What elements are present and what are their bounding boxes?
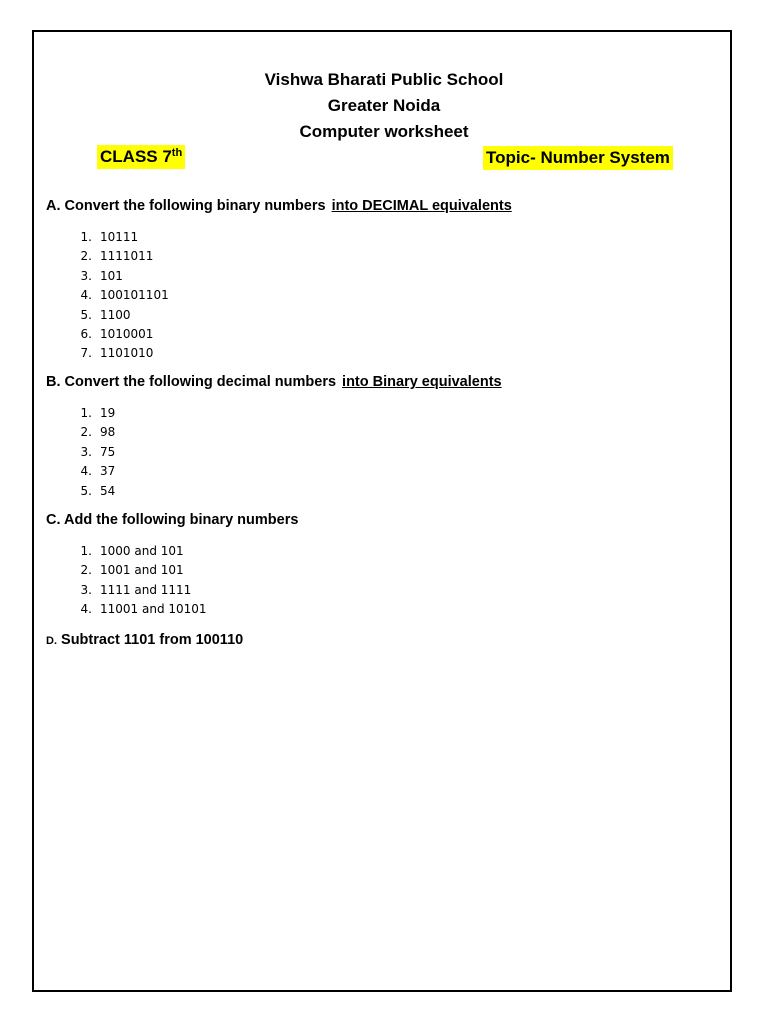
page-border	[32, 30, 732, 992]
topic-label: Topic- Number System	[483, 146, 673, 170]
item-value: 1101010	[100, 346, 154, 361]
worksheet-title: Computer worksheet	[299, 122, 469, 141]
list-item	[50, 286, 169, 305]
list-item	[50, 344, 169, 363]
item-number: 1.	[80, 230, 92, 244]
section-a-list	[50, 228, 169, 364]
list-item	[50, 581, 207, 600]
item-value: 100101101	[100, 288, 169, 303]
section-b-prefix: B. Convert the following decimal numbers	[46, 374, 337, 390]
list-item	[50, 600, 207, 619]
list-item	[50, 542, 207, 561]
item-value: 1111 and 1111	[100, 582, 192, 597]
section-d-text: Subtract 1101 from 100110	[61, 632, 244, 648]
list-item	[50, 325, 169, 344]
section-c-heading	[46, 512, 298, 528]
item-number: 6.	[80, 326, 92, 341]
item-number: 4.	[80, 464, 92, 479]
city-name: Greater Noida	[327, 96, 441, 115]
section-b-underlined: into Binary equivalents	[342, 374, 502, 390]
section-b-heading	[46, 374, 502, 390]
item-value: 1111011	[100, 249, 154, 264]
item-value: 75	[100, 444, 116, 459]
item-value: 98	[100, 425, 116, 440]
list-item	[50, 462, 115, 481]
section-d-letter: D.	[46, 635, 57, 647]
item-number: 2.	[80, 563, 92, 578]
list-item	[50, 423, 115, 442]
item-number: 3.	[80, 582, 92, 597]
section-d-heading	[46, 632, 243, 648]
item-number: 4.	[80, 288, 92, 303]
item-number: 5.	[80, 483, 92, 498]
item-value: 101	[100, 268, 123, 283]
class-superscript: th	[171, 147, 183, 159]
item-value: 37	[100, 464, 116, 479]
section-c-list	[50, 542, 207, 620]
list-item	[50, 443, 115, 462]
class-text: CLASS 7	[100, 147, 172, 166]
list-item	[50, 228, 169, 247]
item-value: 1010001	[100, 326, 154, 341]
list-item	[50, 267, 169, 286]
class-label	[97, 145, 185, 169]
item-number: 1.	[80, 544, 92, 558]
list-item	[50, 306, 169, 325]
item-number: 2.	[80, 249, 92, 264]
item-number: 4.	[80, 602, 92, 617]
item-value: 1000 and 101	[100, 544, 184, 558]
item-number: 7.	[80, 346, 92, 361]
section-b-list	[50, 404, 115, 501]
item-number: 5.	[80, 307, 92, 322]
item-number: 3.	[80, 268, 92, 283]
section-a-heading	[46, 198, 512, 214]
list-item	[50, 247, 169, 266]
item-value: 1100	[100, 307, 131, 322]
school-name: Vishwa Bharati Public School	[264, 70, 504, 89]
item-number: 2.	[80, 425, 92, 440]
item-value: 11001 and 10101	[100, 602, 207, 617]
section-a-prefix: A. Convert the following binary numbers	[46, 198, 326, 214]
item-value: 19	[100, 406, 116, 420]
item-value: 1001 and 101	[100, 563, 184, 578]
section-c-prefix: C. Add the following binary numbers	[46, 512, 299, 528]
section-a-underlined: into DECIMAL equivalents	[331, 198, 512, 214]
item-value: 54	[100, 483, 116, 498]
item-value: 10111	[100, 230, 139, 244]
item-number: 3.	[80, 444, 92, 459]
list-item	[50, 482, 115, 501]
list-item	[50, 561, 207, 580]
item-number: 1.	[80, 406, 92, 420]
list-item	[50, 404, 115, 423]
